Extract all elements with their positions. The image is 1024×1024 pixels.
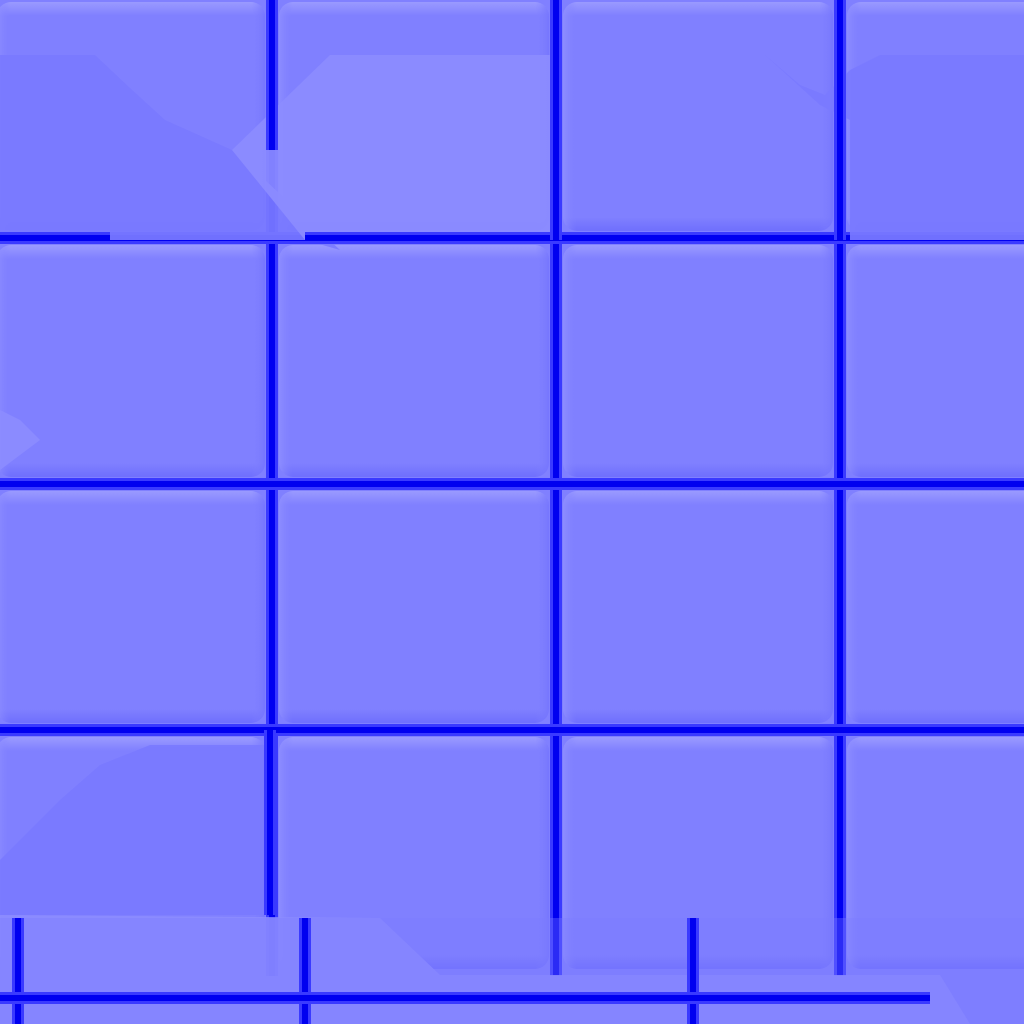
tile-bevel [847, 491, 1024, 723]
tile-bevel [563, 245, 833, 477]
tile-bevel [563, 2, 833, 231]
bottom-strip-grid [0, 918, 1024, 1024]
tile-bevel [279, 491, 549, 723]
tile-bevel [563, 491, 833, 723]
tile-bevel [0, 491, 265, 723]
tile-bevel [279, 245, 549, 477]
tile-bevel [847, 245, 1024, 477]
bottom-strip-fill [0, 918, 1024, 1024]
tile-bevel [0, 245, 265, 477]
